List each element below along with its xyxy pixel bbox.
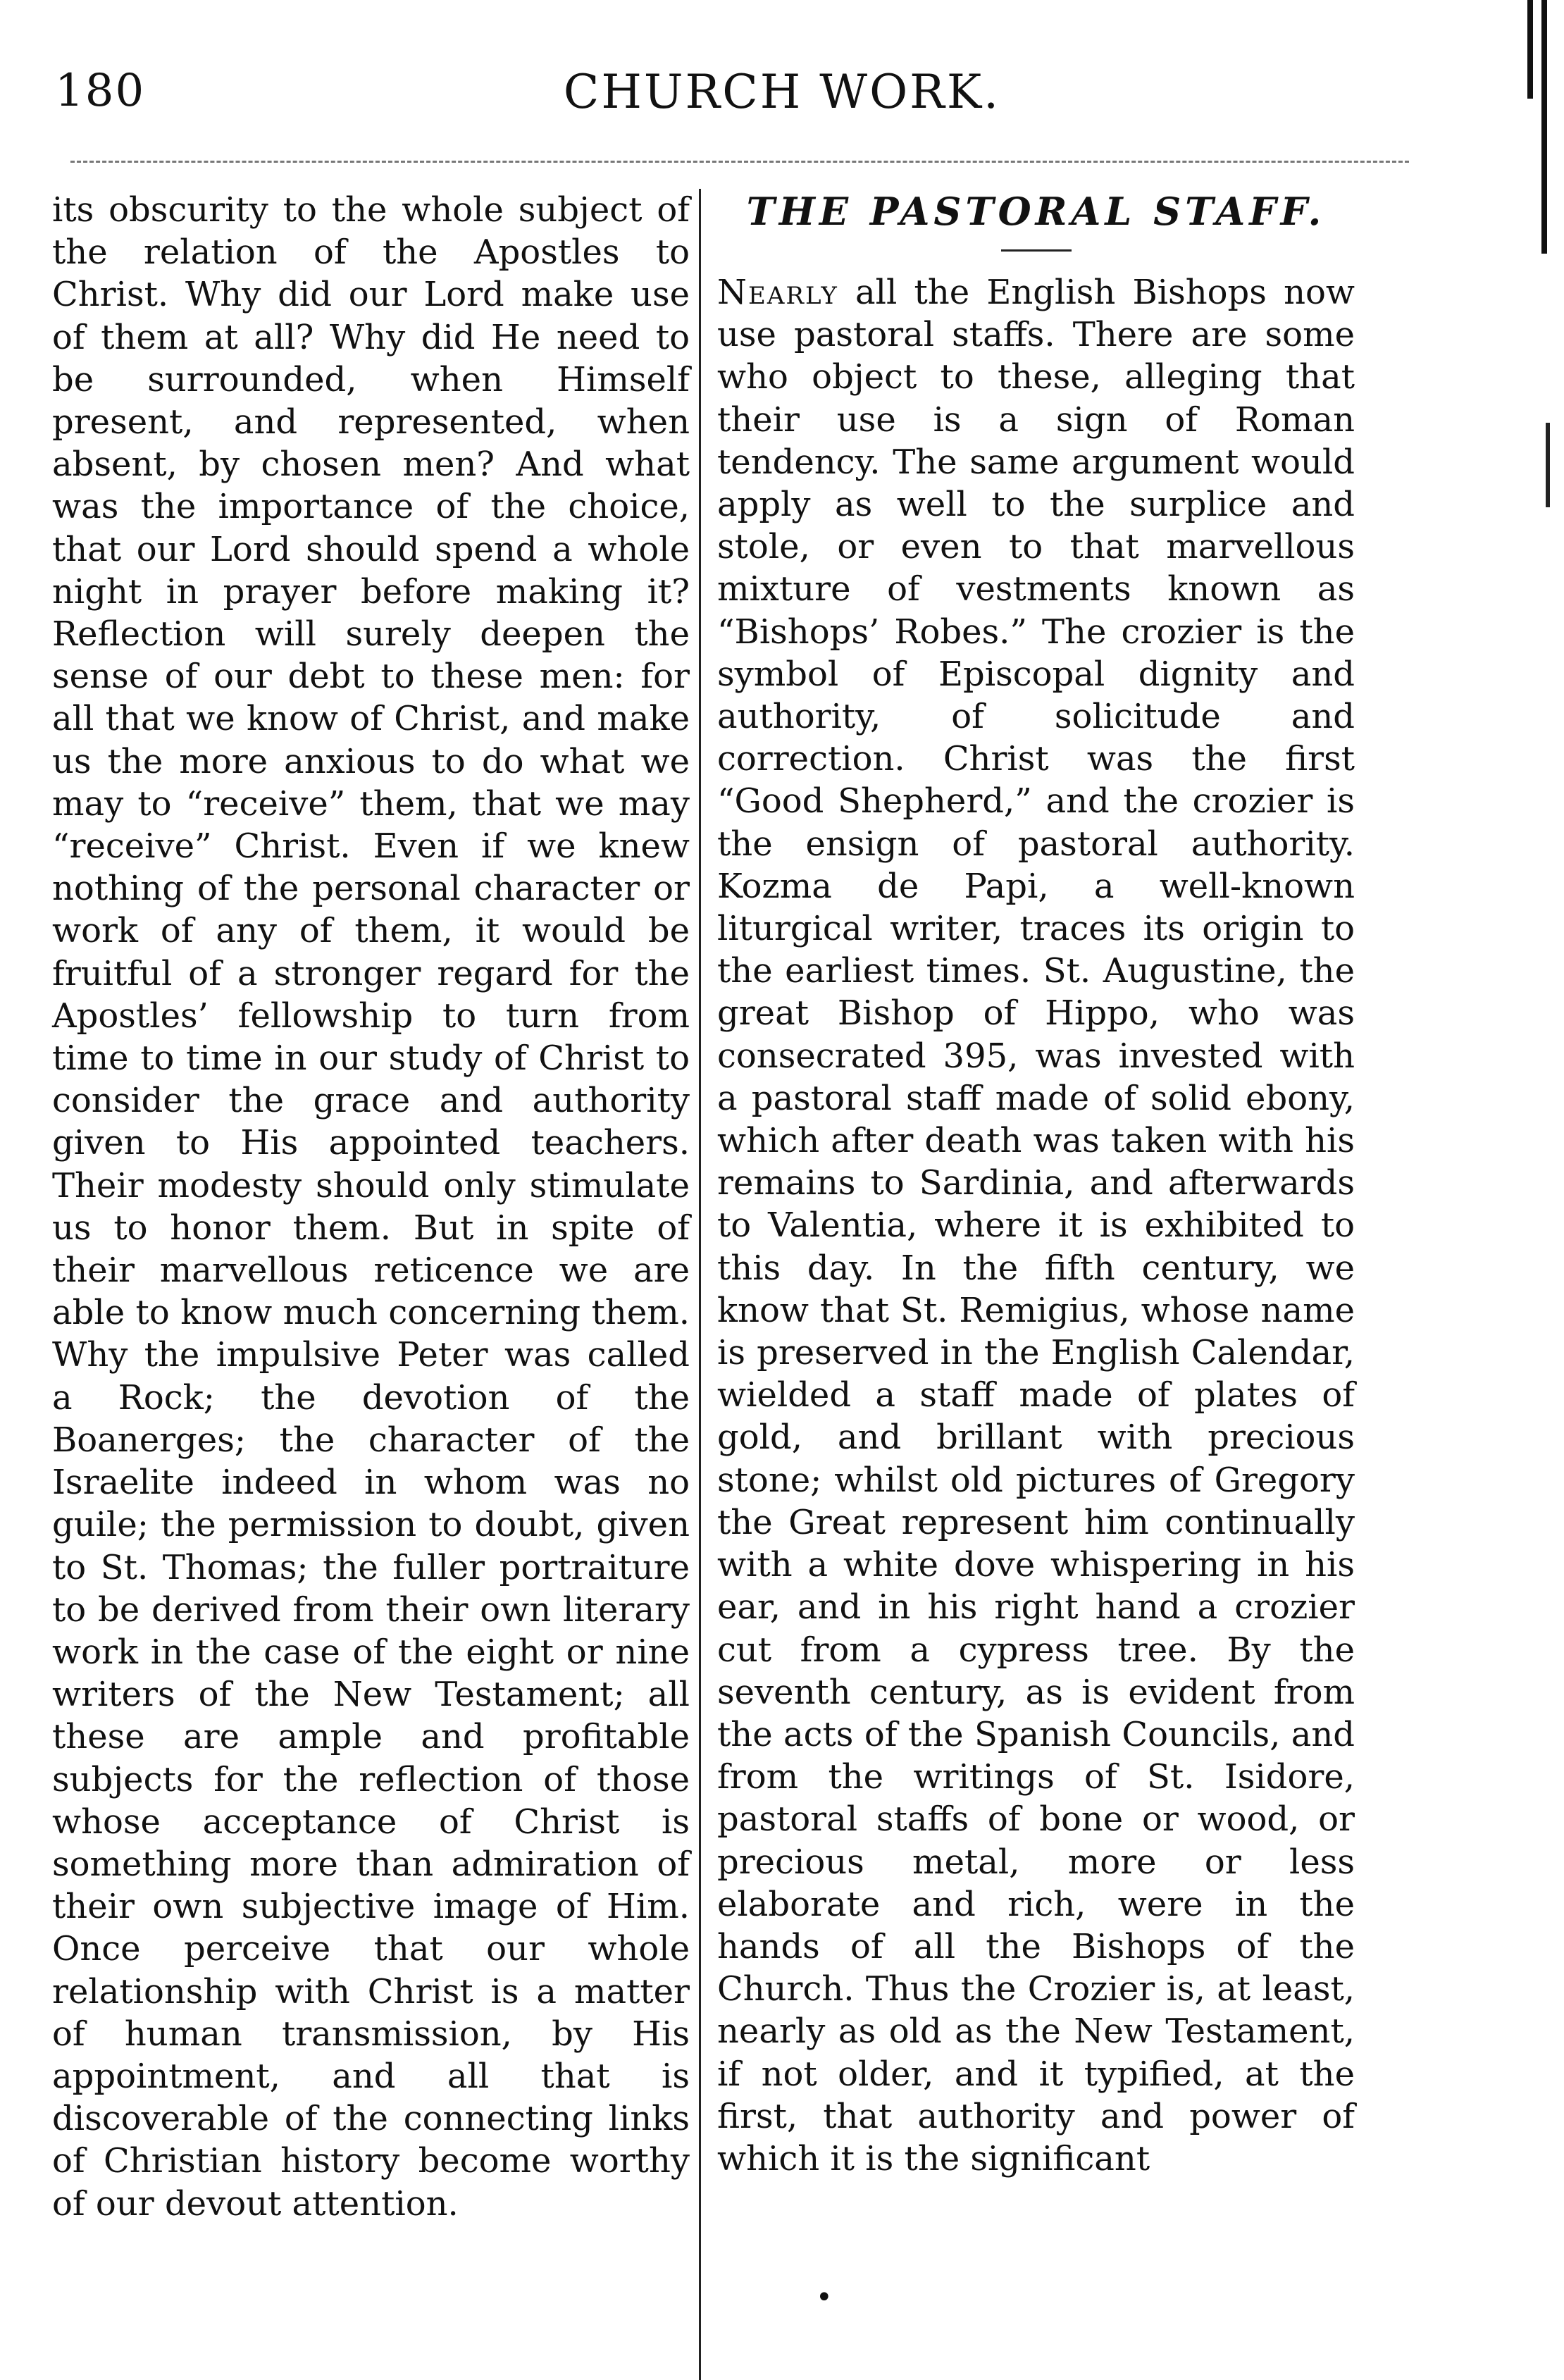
title-rule (1001, 249, 1072, 252)
scan-edge-bar (1546, 423, 1550, 507)
right-column (717, 189, 1355, 2180)
running-head: CHURCH WORK. (563, 65, 1001, 119)
article-body (717, 271, 1355, 2180)
page-number: 180 (55, 65, 146, 117)
scan-edge-bar (1527, 0, 1533, 99)
scan-edge-bar (1541, 0, 1547, 254)
footer-mark: • (816, 2281, 833, 2314)
header-rule (70, 161, 1409, 163)
left-column (52, 189, 690, 2225)
article-text: all the English Bishops now use pastoral staffs. There are some who object to these, alleging that their use is a sign of Roman tendency. The same argument would apply as well to the surplice and stole, or even to that marvellous mixture of vestments known as “Bishops’ Robes.” The crozier is the symbol of Episcopal dignity and authority, of solicitude and correction. Christ was the first “Good Shepherd,” and the crozier is the ensign of pastoral authority. Kozma de Papi, a well-known liturgical writer, traces its origin to the earliest times. St. Augustine, the great Bishop of Hippo, who was consecrated 395, was invested with a pastoral staff made of solid ebony, which after death was taken with his remains to Sardinia, and afterwards to Valentia, where it is exhibited to this day. In the fifth century, we know that St. Remigius, whose name is preserved in the English Calendar, wielded a staff made of plates of gold, and brillant with precious stone; whilst old pictures of Gregory the Great represent him continually with a white dove whispering in his ear, and in his right hand a crozier cut from a cypress tree. By the seventh century, as is evident from the acts of the Spanish Councils, and from the writings of St. Isidore, pastoral staffs of bone or wood, or precious metal, more or less elaborate and rich, were in the hands of all the Bishops of the Church. Thus the Crozier is, at least, nearly as old as the New Testament, if not older, and it typified, at the first, that authority and power of which it is the significant (717, 273, 1355, 2178)
left-column-text: its obscurity to the whole subject of the relation of the Apostles to Christ. Why did our Lord make use of them at all? Why did He need to be surrounded, when Himself present, and represented, when absent, by chosen men? And what was the importance of the choice, that our Lord should spend a whole night in prayer before making it? Reflection will surely deepen the sense of our debt to these men: for all that we know of Christ, and make us the more anxious to do what we may to “receive” them, that we may “receive” Christ. Even if we knew nothing of the personal character or work of any of them, it would be fruitful of a stronger regard for the Apostles’ fellowship to turn from time to time in our study of Christ to consider the grace and authority given to His appointed teachers. Their modesty should only stimulate us to honor them. But in spite of their marvellous reticence we are able to know much concerning them. Why the impulsive Peter was called a Rock; the devotion of the Boanerges; the character of the Israelite indeed in whom was no guile; the permission to doubt, given to St. Thomas; the fuller portraiture to be derived from their own literary work in the case of the eight or nine writers of the New Testament; all these are ample and profitable subjects for the reflection of those whose acceptance of Christ is something more than admiration of their own subjective image of Him. Once perceive that our whole relationship with Christ is a matter of human transmission, by His appointment, and all that is discoverable of the connecting links of Christian history become worthy of our devout attention. (52, 190, 690, 2224)
column-divider (699, 189, 701, 2380)
lead-word: Nearly (717, 273, 838, 312)
article-title: THE PASTORAL STAFF. (746, 189, 1326, 234)
